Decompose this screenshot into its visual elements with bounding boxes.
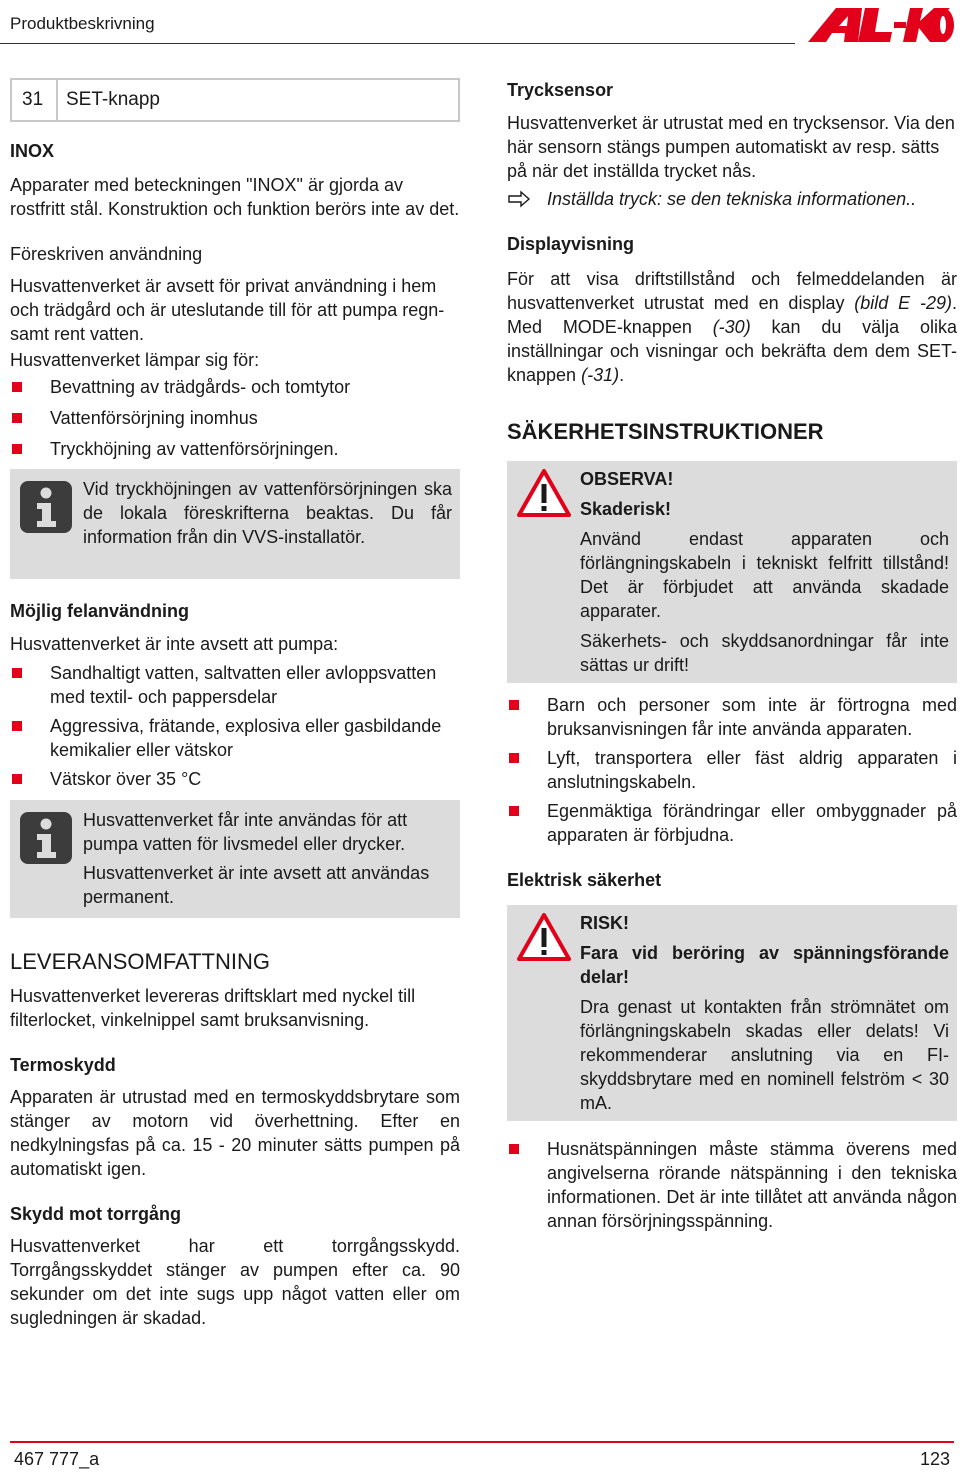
- warning-box-observe: [507, 461, 957, 683]
- warning-title: OBSERVA!: [580, 469, 674, 489]
- square-bullet: [12, 774, 22, 784]
- dry-heading: Skydd mot torrgång: [10, 1204, 182, 1224]
- info-icon: [20, 481, 72, 533]
- electric-heading: Elektrisk säkerhet: [507, 870, 662, 890]
- info-box-drinking: [10, 800, 460, 918]
- warning-icon: [517, 913, 571, 961]
- pressure-text: Husvattenverket är utrustat med en trycksensor. Via den här sensorn stängs pumpen automatiskt av resp. sätts på när det inställda trycket nås.: [507, 113, 955, 181]
- delivery-heading: LEVERANSOMFATTNING: [10, 949, 270, 974]
- warning-text: Dra genast ut kontakten från strömnätet om förlängningskabeln skadas eller delats! Vi rekommenderar anslutning via en FI-skyddsbrytare med en nominell felström < 30 mA.: [580, 997, 949, 1113]
- info-icon: [20, 812, 72, 864]
- square-bullet: [509, 753, 519, 763]
- square-bullet: [12, 413, 22, 423]
- list-item: Tryckhöjning av vattenförsörjningen.: [10, 437, 460, 461]
- suits-list: [10, 375, 460, 461]
- list-item: Vattenförsörjning inomhus: [10, 406, 460, 430]
- left-column: [10, 78, 460, 1330]
- pressure-note: Inställda tryck: se den tekniska informationen..: [507, 187, 957, 211]
- list-item: Bevattning av trädgårds- och tomtytor: [10, 375, 460, 399]
- info-text-drinking: Husvattenverket får inte användas för att pumpa vatten för livsmedel eller drycker.: [83, 810, 408, 854]
- inox-text: Apparater med beteckningen "INOX" är gjorda av rostfritt stål. Konstruktion och funktion berörs inte av det.: [10, 175, 460, 219]
- page-header-title: Produktbeskrivning: [10, 14, 155, 33]
- square-bullet: [12, 444, 22, 454]
- use-text: Husvattenverket är avsett för privat användning i hem och trädgård och är uteslutande till för att pumpa regn- samt rent vatten.: [10, 276, 445, 344]
- warning-title: RISK!: [580, 913, 629, 933]
- suits-text: Husvattenverket lämpar sig för:: [10, 350, 260, 370]
- list-item: Aggressiva, frätande, explosiva eller gasbildande kemikalier eller vätskor: [10, 714, 460, 762]
- warning-text: Använd endast apparaten och förlängningskabeln i tekniskt felfritt tillstånd! Det är förbjudet att använda skadade apparater.: [580, 529, 949, 621]
- footer-rule: [10, 1441, 954, 1443]
- electric-list: [507, 1137, 957, 1233]
- warning-subtitle: Skaderisk!: [580, 499, 672, 519]
- square-bullet: [509, 806, 519, 816]
- list-item: Vätskor över 35 °C: [10, 767, 460, 791]
- list-item: Sandhaltigt vatten, saltvatten eller avloppsvatten med textil- och pappersdelar: [10, 661, 460, 709]
- safety-heading: SÄKERHETSINSTRUKTIONER: [507, 419, 824, 444]
- info-text-pressure: Vid tryckhöjningen av vattenförsörjningen ska de lokala föreskrifterna beaktas. Du får information från din VVS-installatör.: [83, 479, 452, 547]
- dry-text: Husvattenverket har ett torrgångsskydd. Torrgångsskyddet stänger av pumpen efter ca. 90 sekunder om det inte sugs upp något vatten eller om sugledningen är skadad.: [10, 1236, 460, 1328]
- square-bullet: [12, 721, 22, 731]
- list-item: Husnätspänningen måste stämma överens med angivelserna rörande nätspänning i den tekniska informationen. Det är inte tillåtet att använda någon annan försörjningsspänning.: [507, 1137, 957, 1233]
- arrow-right-icon: [507, 187, 531, 211]
- display-heading: Displayvisning: [507, 234, 635, 254]
- warning-box-risk: [507, 905, 957, 1121]
- right-column: [507, 78, 957, 1233]
- square-bullet: [12, 668, 22, 678]
- use-heading: Föreskriven användning: [10, 244, 203, 264]
- list-item: Egenmäktiga förändringar eller ombyggnader på apparaten är förbjudna.: [507, 799, 957, 847]
- header-rule: [0, 43, 795, 44]
- warning-icon: [517, 469, 571, 517]
- set-number: 31: [12, 80, 58, 120]
- info-box-pressure: [10, 469, 460, 579]
- set-label: SET-knapp: [66, 89, 160, 110]
- warning-text-2: Säkerhets- och skyddsanordningar får inte sättas ur drift!: [580, 631, 949, 675]
- page-number: 123: [919, 1449, 950, 1469]
- doc-number: 467 777_a: [14, 1449, 100, 1469]
- misuse-text: Husvattenverket är inte avsett att pumpa:: [10, 634, 339, 654]
- square-bullet: [12, 382, 22, 392]
- pressure-heading: Trycksensor: [507, 80, 614, 100]
- misuse-heading: Möjlig felanvändning: [10, 601, 189, 621]
- safety-list: [507, 693, 957, 847]
- alko-logo: [808, 6, 958, 48]
- inox-heading: INOX: [10, 141, 55, 161]
- info-text-permanent: Husvattenverket är inte avsett att användas permanent.: [83, 863, 430, 907]
- square-bullet: [509, 1144, 519, 1154]
- misuse-list: [10, 661, 460, 791]
- delivery-text: Husvattenverket levereras driftsklart med nyckel till filterlocket, vinkelnippel samt bruksanvisning.: [10, 986, 416, 1030]
- set-button-label-box: [10, 78, 460, 122]
- thermo-text: Apparaten är utrustad med en termoskyddsbrytare som stänger av motorn vid överhettning. Efter en nedkylningsfas på ca. 15 - 20 minuter sätts pumpen på automatiskt igen.: [10, 1087, 460, 1179]
- thermo-heading: Termoskydd: [10, 1055, 116, 1075]
- display-text: För att visa driftstillstånd och felmeddelanden är husvattenverket utrustat med en display (bild E -29). Med MODE-knappen (-30) kan du välja olika inställningar och visningar och bekräfta dem dem SET-knappen (-31).: [507, 269, 957, 385]
- warning-subtitle: Fara vid beröring av spänningsförande delar!: [580, 943, 949, 987]
- list-item: Barn och personer som inte är förtrogna med bruksanvisningen får inte använda apparaten.: [507, 693, 957, 741]
- list-item: Lyft, transportera eller fäst aldrig apparaten i anslutningskabeln.: [507, 746, 957, 794]
- square-bullet: [509, 700, 519, 710]
